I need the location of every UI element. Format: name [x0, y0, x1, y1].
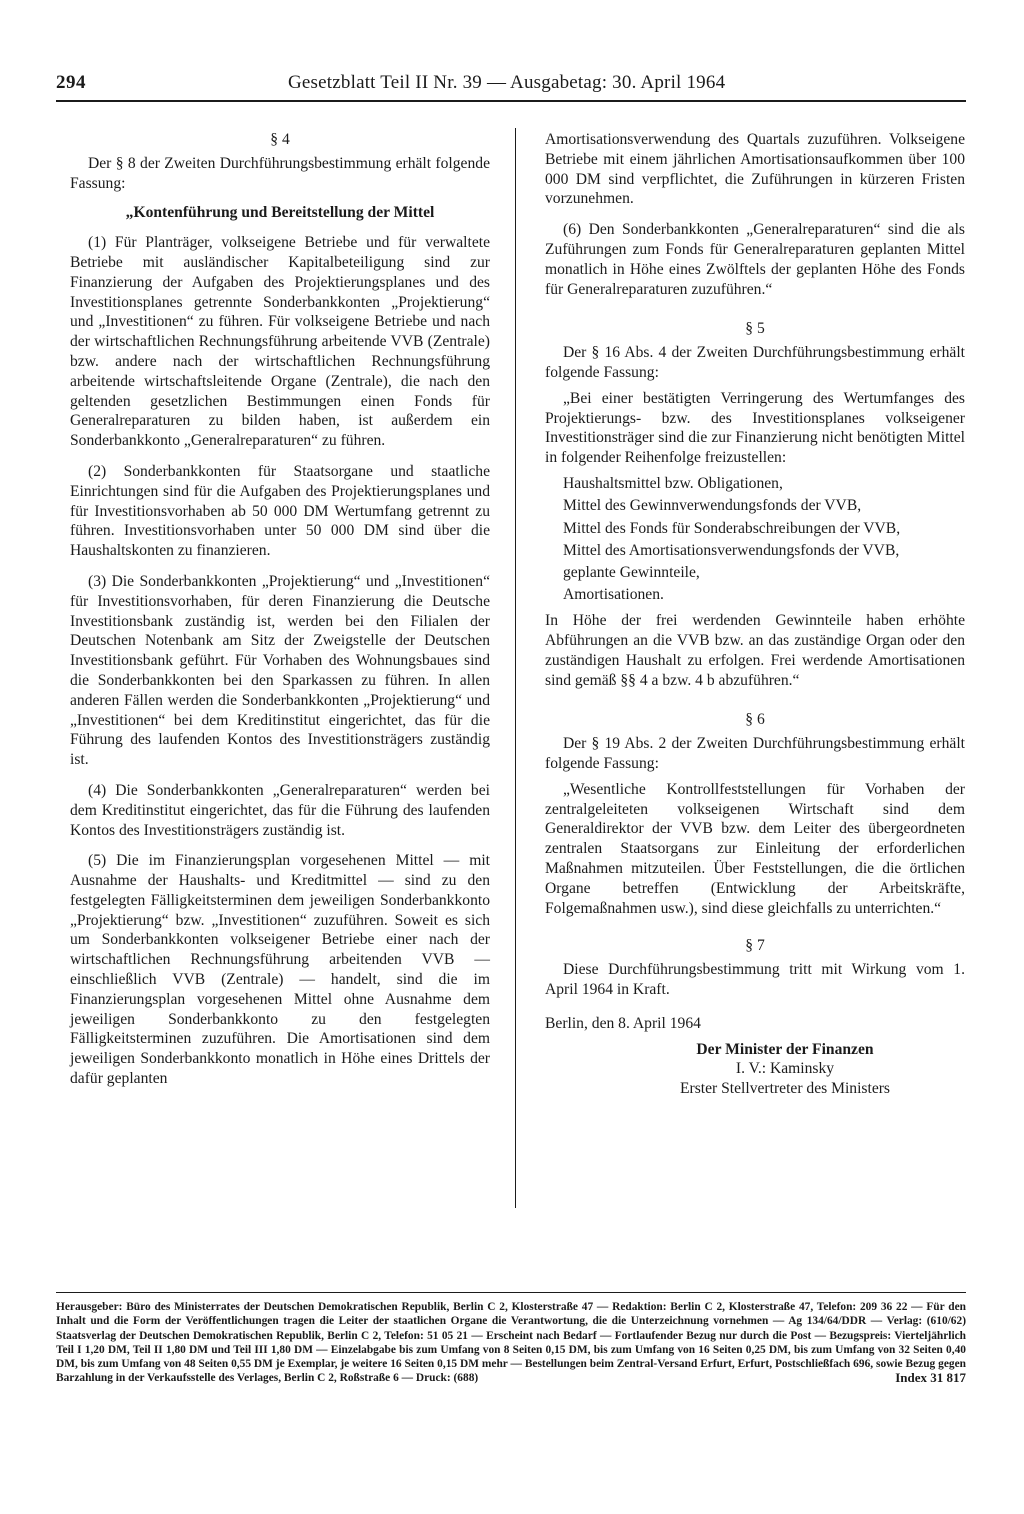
section-5-quote: „Bei einer bestätigten Verringerung des Wertumfanges des Projektierungs- bzw. des Investitionsplanes volkseigener Investitionsträger sind die zur Finanzierung nicht benötigten Mittel in folgender Reihenfolge freizustellen: — [545, 389, 965, 467]
section-5-intro: Der § 16 Abs. 4 der Zweiten Durchführungsbestimmung erhält folgende Fassung: — [545, 344, 965, 381]
section-heading-7: § 7 — [745, 937, 765, 955]
section-5-after-list: In Höhe der frei werdenden Gewinnteile haben erhöhte Abführungen an die VVB bzw. an das zuständige Organ oder den zuständigen Haushalt zu erfolgen. Frei werdende Amortisationen sind gemäß §§ 4 a bzw. 4 b abzuführen.“ — [545, 612, 965, 689]
section-6-intro: Der § 19 Abs. 2 der Zweiten Durchführungsbestimmung erhält folgende Fassung: — [545, 735, 965, 773]
page-title: Gesetzblatt Teil II Nr. 39 — Ausgabetag: 30. April 1964 — [288, 72, 726, 93]
paragraph-4: (4) Die Sonderbankkonten „Generalreparaturen“ werden bei dem Kreditinstitut eingerichtet, das für die Führung des laufenden Kontos des Investitionsträgers zuständig ist. — [70, 781, 490, 839]
signature-name: I. V.: Kaminsky — [735, 1060, 835, 1078]
release-order-list — [563, 474, 965, 605]
left-column — [70, 130, 490, 1089]
date-place: Berlin, den 8. April 1964 — [545, 1014, 701, 1032]
page-header — [0, 72, 1024, 102]
section-7-text: Diese Durchführungsbestimmung tritt mit Wirkung vom 1. April 1964 in Kraft. — [545, 961, 965, 998]
imprint-footer — [56, 1300, 966, 1386]
footer-rule — [56, 1292, 966, 1293]
index-number: Index 31 817 — [895, 1370, 966, 1386]
paragraph-3: (3) Die Sonderbankkonten „Projektierung“ und „Investitionen“ für Investitionsvorhaben, für deren Finanzierung die Deutsche Investitionsbank zuständig ist, werden bei den Filialen der Deutschen Notenbank am Sitz der Zweigstelle der Deutschen Investitionsbank geführt. Für Vorhaben des Wohnungsbaues sind die Sonderbankkonten bei den Sparkassen zu führen. In allen anderen Fällen werden die Sonderbankkonten „Projektierung“ und „Investitionen“ bei dem Kreditinstitut eingerichtet, das für die Führung des laufenden Kontos des Investitionsträgers zuständig ist. — [70, 572, 490, 769]
section-heading-6: § 6 — [745, 711, 765, 729]
list-item: Mittel des Fonds für Sonderabschreibungen der VVB, — [563, 519, 901, 537]
list-item: Mittel des Gewinnverwendungsfonds der VVB, — [563, 497, 862, 515]
list-item: Amortisationen. — [563, 586, 664, 604]
signature-title: Der Minister der Finanzen — [696, 1040, 874, 1058]
section-heading-5: § 5 — [745, 320, 765, 338]
list-item: geplante Gewinnteile, — [563, 564, 700, 582]
section-heading-4: § 4 — [270, 131, 290, 148]
section-4-intro: Der § 8 der Zweiten Durchführungsbestimmung erhält folgende Fassung: — [70, 154, 490, 192]
section-6-quote: „Wesentliche Kontrollfeststellungen für Vorhaben der zentralgeleiteten volkseigenen Wirtschaft sind dem Generaldirektor der VVB bzw. dem Leiter des übergeordneten zentralen Staatsorgans zur Einleitung der erforderlichen Maßnahmen mitzuteilen. Über Feststellungen, die die örtlichen Organe betreffen (Entwicklung der Arbeitskräfte, Folgemaßnahmen usw.), sind diese gleichfalls zu unterrichten.“ — [545, 780, 965, 917]
list-item: Haushaltsmittel bzw. Obligationen, — [563, 474, 783, 492]
page-number: 294 — [56, 72, 86, 93]
signature-role: Erster Stellvertreter des Ministers — [679, 1080, 891, 1098]
paragraph-5-continued: Amortisationsverwendung des Quartals zuzuführen. Volkseigene Betriebe mit einem jährlichen Amortisationsaufkommen über 100 000 DM sind verpflichtet, die Zuführungen in kürzeren Fristen vorzunehmen. — [545, 131, 965, 208]
column-divider — [515, 128, 516, 1208]
subheading-kontenfuehrung: „Kontenführung und Bereitstellung der Mittel — [125, 204, 435, 222]
paragraph-1: (1) Für Planträger, volkseigene Betriebe und für verwaltete Betriebe mit ausländischer Kapitalbeteiligung sind zur Finanzierung der Aufgaben des Projektierungsplanes und des Investitionsplanes getrennte Sonderbankkonten „Projektierung“ und „Investitionen“ zu führen. Für volkseigene Betriebe und nach der wirtschaftlichen Rechnungsführung arbeitende VVB (Zentrale) bzw. andere nach der wirtschaftlichen Rechnungsführung arbeitende wirtschaftsleitende Organe (Zentrale), die nach den geltenden gesetzlichen Bestimmungen einen Fonds für Generalreparaturen zu bilden haben, ist außerdem ein Sonderbankkonto „Generalreparaturen“ zu führen. — [70, 234, 490, 450]
list-item: Mittel des Amortisationsverwendungsfonds der VVB, — [563, 541, 900, 559]
paragraph-6: (6) Den Sonderbankkonten „Generalreparaturen“ sind die als Zuführungen zum Fonds für Generalreparaturen geplanten Mittel monatlich in Höhe eines Zwölftels der geplanten Höhe des Fonds für Generalreparaturen zuzuführen.“ — [545, 221, 965, 298]
imprint-text: Herausgeber: Büro des Ministerrates der Deutschen Demokratischen Republik, Berlin C 2, Klosterstraße 47 — Redaktion: Berlin C 2, Klosterstraße 47, Telefon: 209 36 22 — Für den Inhalt und die Form der Veröffentlichungen tragen die Leiter der staatlichen Organe die Verantwortung, die die Unterzeichnung vornehmen — Ag 134/64/DDR — Verlag: (610/62) Staatsverlag der Deutschen Demokratischen Republik, Berlin C 2, Telefon: 51 05 21 — Erscheint nach Bedarf — Fortlaufender Bezug nur durch die Post — Bezugspreis: Vierteljährlich Teil I 1,20 DM, Teil II 1,80 DM und Teil III 1,80 DM — Einzelabgabe bis zum Umfang von 8 Seiten 0,15 DM, bis zum Umfang von 16 Seiten 0,25 DM, bis zum Umfang von 32 Seiten 0,40 DM, bis zum Umfang von 48 Seiten 0,55 DM je Exemplar, je weitere 16 Seiten 0,15 DM mehr — Bestellungen beim Zentral-Versand Erfurt, Erfurt, Postschließfach 696, sowie Bezug gegen Barzahlung in der Verkaufsstelle des Verlages, Berlin C 2, Roßstraße 6 — Druck: (688) — [56, 1301, 966, 1385]
header-rule — [56, 100, 966, 102]
paragraph-2: (2) Sonderbankkonten für Staatsorgane und staatliche Einrichtungen sind für die Aufgaben des Projektierungsplanes und für Investitionsvorhaben ab 50 000 DM Wertumfang getrennt zu führen. Investitionsvorhaben unter 50 000 DM sind über die Haushaltskonten zu finanzieren. — [70, 462, 490, 560]
right-column — [545, 130, 965, 1099]
paragraph-5: (5) Die im Finanzierungsplan vorgesehenen Mittel — mit Ausnahme der Haushalts- und Kreditmittel — sind zu den festgelegten Fälligkeitsterminen dem jeweiligen Sonderbankkonto „Projektierung“ bzw. „Investitionen“ zuzuführen. Soweit es sich um Sonderbankkonten volkseigener Betriebe einer nach der wirtschaftlichen Rechnungsführung arbeitenden VVB — einschließlich VVB (Zentrale) — handelt, sind die im Finanzierungsplan vorgesehenen Mittel ohne Ausnahme dem jeweiligen Sonderbankkonto zu den festgelegten Fälligkeitsterminen zuzuführen. Die Amortisationen sind dem jeweiligen Sonderbankkonto monatlich in Höhe eines Drittels der dafür geplanten — [70, 852, 490, 1088]
